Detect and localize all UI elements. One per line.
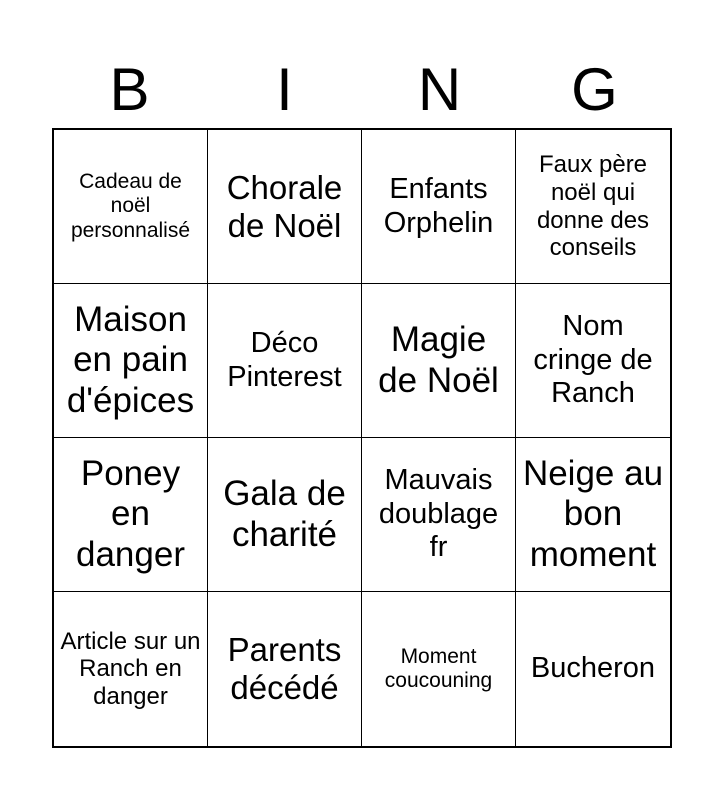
cell-text: Bucheron: [530, 652, 656, 685]
header-letter-g: G: [571, 56, 618, 123]
bingo-cell[interactable]: [362, 592, 516, 746]
cell-text: Cadeau de noël personnalisé: [70, 170, 191, 242]
bingo-board: [52, 128, 672, 748]
bingo-header: [52, 52, 672, 128]
header-letter-b: B: [109, 56, 150, 123]
cell-text: Gala de charité: [223, 474, 346, 554]
cell-text: Article sur un Ranch en danger: [60, 627, 201, 710]
cell-text: Chorale de Noël: [226, 168, 343, 244]
cell-text: Parents décédé: [227, 631, 342, 706]
bingo-cell[interactable]: [362, 438, 516, 592]
cell-text: Enfants Orphelin: [383, 173, 494, 239]
cell-text: Déco Pinterest: [227, 327, 342, 393]
bingo-cell[interactable]: [208, 592, 362, 746]
cell-text: Maison en pain d'épices: [66, 300, 195, 420]
cell-text: Nom cringe de Ranch: [533, 310, 653, 410]
cell-text: Neige au bon moment: [522, 454, 664, 574]
cell-text: Poney en danger: [76, 454, 185, 574]
bingo-cell[interactable]: [362, 284, 516, 438]
cell-text: Moment coucouning: [384, 644, 493, 692]
bingo-cell[interactable]: [208, 284, 362, 438]
cell-text: Mauvais doublage fr: [378, 464, 499, 564]
bingo-cell[interactable]: [516, 130, 670, 284]
cell-text: Faux père noël qui donne des conseils: [536, 151, 650, 262]
bingo-cell[interactable]: [516, 592, 670, 746]
bingo-cell[interactable]: [208, 438, 362, 592]
bingo-cell[interactable]: [54, 130, 208, 284]
bingo-cell[interactable]: [208, 130, 362, 284]
bingo-cell[interactable]: [516, 438, 670, 592]
bingo-cell[interactable]: [54, 592, 208, 746]
bingo-cell[interactable]: [54, 438, 208, 592]
bingo-cell[interactable]: [54, 284, 208, 438]
cell-text: Magie de Noël: [378, 320, 499, 400]
header-letter-i: I: [276, 56, 293, 123]
bingo-cell[interactable]: [362, 130, 516, 284]
header-letter-n: N: [417, 56, 462, 123]
bingo-cell[interactable]: [516, 284, 670, 438]
